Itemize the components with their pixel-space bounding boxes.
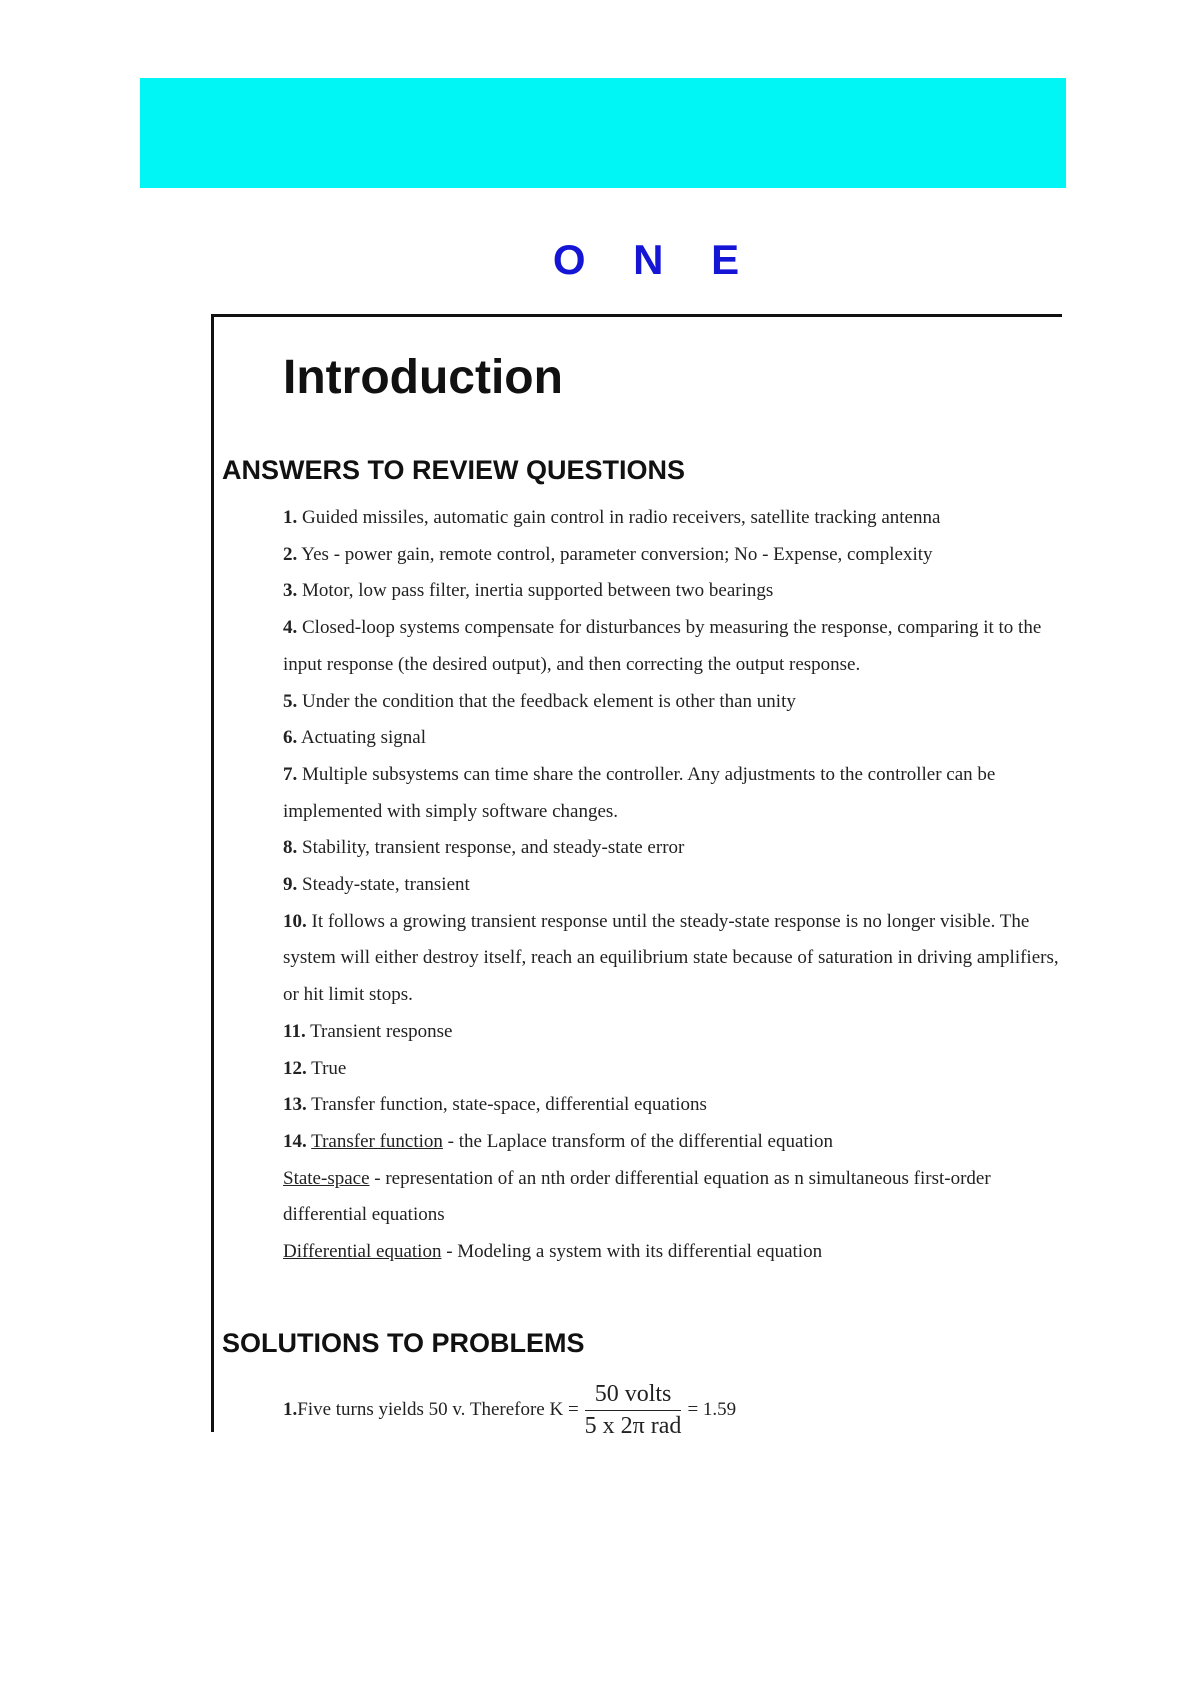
answer-14-differential-equation	[283, 1234, 1063, 1271]
chapter-title: Introduction	[283, 351, 563, 404]
definition-text: - representation of an nth order differential equation as n simultaneous first-order differential equations	[283, 1167, 991, 1226]
solution-1	[283, 1375, 736, 1445]
solution-result: = 1.59	[687, 1399, 737, 1420]
answer-12	[283, 1051, 1063, 1088]
answer-5	[283, 684, 1063, 721]
answer-7	[283, 757, 1063, 830]
answer-text: Transfer function, state-space, differential equations	[306, 1094, 707, 1116]
answer-number: 1.	[283, 507, 298, 528]
fraction-numerator: 50 volts	[585, 1381, 682, 1411]
answer-number: 6.	[283, 727, 298, 749]
answer-number: 7.	[283, 763, 298, 785]
frame-top-rule	[211, 314, 1062, 317]
answer-4	[283, 610, 1063, 683]
solution-text: Five turns yields 50 v. Therefore K =	[297, 1399, 579, 1420]
answer-10	[283, 904, 1063, 1014]
answer-number: 4.	[283, 617, 298, 639]
term-differential-equation: Differential equation	[283, 1241, 442, 1263]
answer-number: 9.	[283, 874, 298, 896]
answer-number: 11.	[283, 1020, 306, 1042]
answer-number: 3.	[283, 580, 298, 602]
definition-text: - Modeling a system with its differential equation	[441, 1241, 823, 1263]
answer-14-state-space	[283, 1161, 1063, 1234]
answer-11	[283, 1014, 1063, 1051]
answer-number: 5.	[283, 690, 298, 712]
answer-13	[283, 1087, 1063, 1124]
answer-number: 10.	[283, 910, 307, 932]
answer-9	[283, 867, 1063, 904]
answer-6	[283, 720, 1063, 757]
answer-text: It follows a growing transient response until the steady-state response is no longer visible. The system will either destroy itself, reach an equilibrium state because of saturation in driving amplifiers, or hit limit stops.	[283, 910, 1059, 1006]
fraction	[585, 1381, 682, 1440]
answer-14	[283, 1124, 1063, 1161]
answer-text: Stability, transient response, and steady-state error	[297, 837, 685, 859]
answer-number: 13.	[283, 1094, 307, 1116]
solution-number: 1.	[283, 1399, 298, 1420]
frame-left-rule	[211, 314, 214, 1432]
answer-text: Actuating signal	[297, 727, 427, 749]
chapter-label: O N E	[552, 236, 758, 283]
answer-text: Under the condition that the feedback element is other than unity	[297, 690, 796, 712]
answer-number: 14.	[283, 1130, 307, 1152]
term-transfer-function: Transfer function	[311, 1130, 443, 1152]
answer-text: Motor, low pass filter, inertia supported between two bearings	[297, 580, 774, 602]
answer-text: Closed-loop systems compensate for disturbances by measuring the response, comparing it to the input response (the desired output), and then correcting the output response.	[283, 617, 1042, 675]
definition-text: - the Laplace transform of the differential equation	[442, 1130, 833, 1152]
answer-number: 12.	[283, 1057, 307, 1079]
answer-text: Transient response	[305, 1020, 453, 1042]
answer-text: Yes - power gain, remote control, parameter conversion; No - Expense, complexity	[297, 543, 933, 565]
answer-3	[283, 573, 1063, 610]
answer-text: Guided missiles, automatic gain control in radio receivers, satellite tracking antenna	[297, 507, 941, 528]
term-state-space: State-space	[283, 1167, 370, 1189]
answer-8	[283, 830, 1063, 867]
header-band	[140, 78, 1066, 188]
answer-number: 2.	[283, 543, 298, 565]
answer-text: Multiple subsystems can time share the controller. Any adjustments to the controller can be implemented with simply software changes.	[283, 763, 996, 822]
answer-text: True	[306, 1057, 347, 1079]
fraction-denominator: 5 x 2π rad	[584, 1412, 682, 1439]
solutions-heading: SOLUTIONS TO PROBLEMS	[222, 1328, 585, 1358]
answer-2	[283, 537, 1063, 574]
answer-1	[283, 500, 1063, 537]
review-answers-list	[283, 500, 1063, 1271]
answer-text: Steady-state, transient	[297, 874, 470, 896]
review-questions-heading: ANSWERS TO REVIEW QUESTIONS	[222, 455, 686, 485]
answer-number: 8.	[283, 837, 298, 859]
